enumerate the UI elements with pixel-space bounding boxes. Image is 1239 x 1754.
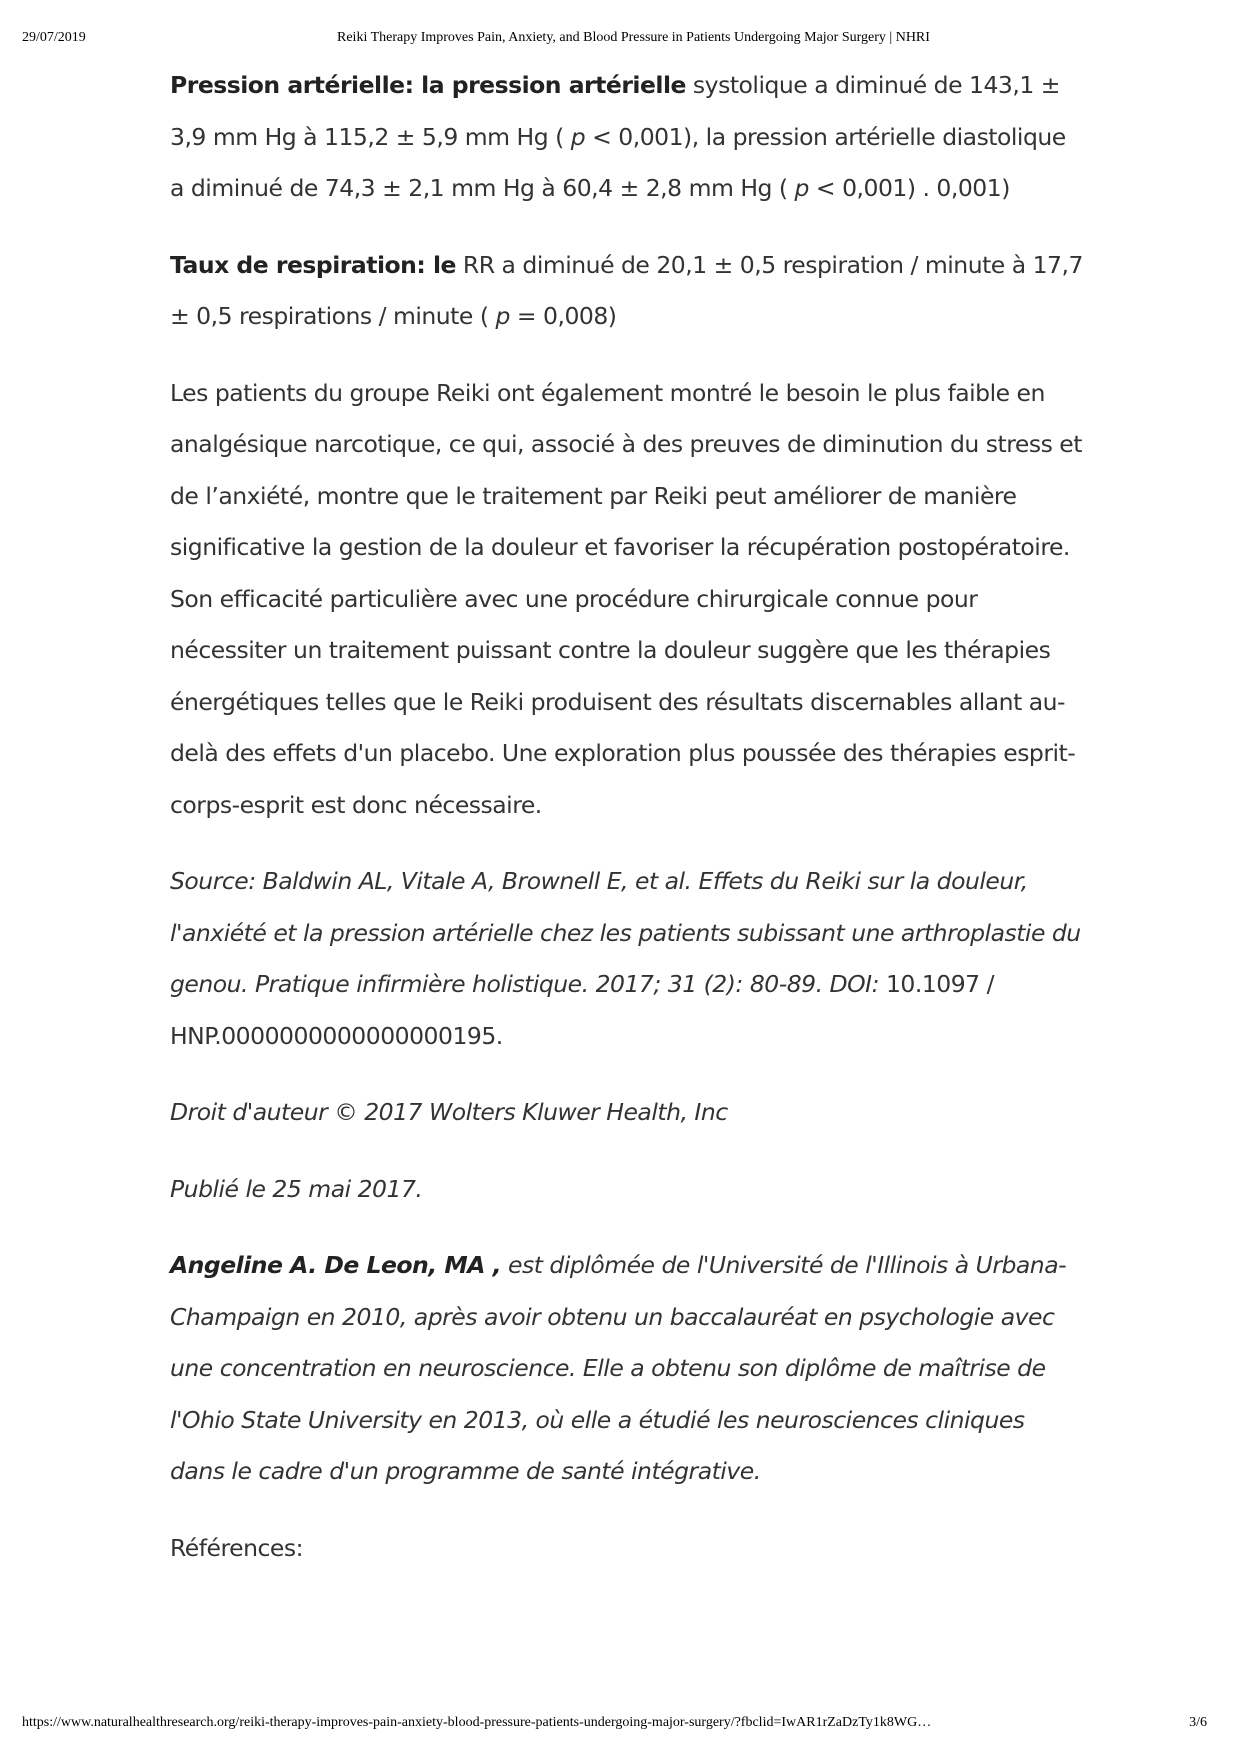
author-bio: est diplômée de l'Université de l'Illinois à Urbana-Champaign en 2010, après avoir obtenu un baccalauréat en psychologie avec une concentration en neuroscience. Elle a obtenu son diplôme de maîtrise de l'Ohio State University en 2013, où elle a étudié les neurosciences cliniques dans le cadre d'un programme de santé intégrative. (170, 1251, 1067, 1485)
print-header (0, 30, 1239, 50)
blood-pressure-paragraph (170, 60, 1085, 215)
p-value-symbol: p (495, 302, 510, 330)
published-text: Publié le 25 mai 2017. (170, 1174, 423, 1203)
page-number: 3/6 (1189, 1715, 1207, 1730)
author-name: Angeline A. De Leon, MA , (170, 1251, 502, 1279)
blood-pressure-text-3: < 0,001) . 0,001) (808, 174, 1010, 202)
blood-pressure-text-1: systolique a diminué de 143,1 ± 3,9 mm Hg à 115,2 ± 5,9 mm Hg ( (170, 71, 1060, 151)
author-bio-paragraph (170, 1240, 1085, 1498)
source-citation-italic: Source: Baldwin AL, Vitale A, Brownell E, et al. Effets du Reiki sur la douleur, l'anxiété et la pression artérielle chez les patients subissant une arthroplastie du genou. Pratique infirmière holistique. 2017; 31 (2): 80-89. DOI: (170, 867, 1081, 998)
respiration-paragraph (170, 240, 1085, 343)
print-footer (0, 1715, 1239, 1735)
print-date: 29/07/2019 (22, 30, 86, 45)
print-url: https://www.naturalhealthresearch.org/reiki-therapy-improves-pain-anxiety-blood-pressure-patients-undergoing-major-surgery/?fbclid=IwAR1rZaDzTy1k8WG… (22, 1715, 932, 1730)
p-value-symbol: p (794, 174, 809, 202)
blood-pressure-text-2: < 0,001), la pression artérielle diastolique a diminué de 74,3 ± 2,1 mm Hg à 60,4 ± 2,8 mm Hg ( (170, 122, 1066, 202)
print-page-title: Reiki Therapy Improves Pain, Anxiety, and Blood Pressure in Patients Undergoing Major Surgery | NHRI (337, 30, 930, 45)
respiration-text-1: RR a diminué de 20,1 ± 0,5 respiration / minute à 17,7 ± 0,5 respirations / minute ( (170, 250, 1083, 330)
source-citation (170, 856, 1085, 1062)
respiration-label: Taux de respiration: le (170, 250, 456, 279)
article-body (170, 60, 1085, 1599)
copyright-text: Droit d'auteur © 2017 Wolters Kluwer Health, Inc (170, 1098, 728, 1126)
copyright-line (170, 1087, 1085, 1139)
p-value-symbol: p (570, 122, 586, 151)
source-doi: 10.1097 / HNP.0000000000000000195. (170, 970, 995, 1050)
respiration-text-2: = 0,008) (509, 302, 617, 330)
conclusion-paragraph: Les patients du groupe Reiki ont également montré le besoin le plus faible en analgésique narcotique, ce qui, associé à des preuves de diminution du stress et de l’anxiété, montre que le traitement par Reiki peut améliorer de manière significative la gestion de la douleur et favoriser la récupération postopératoire. Son efficacité particulière avec une procédure chirurgicale connue pour nécessiter un traitement puissant contre la douleur suggère que les thérapies énergétiques telles que le Reiki produisent des résultats discernables allant au-delà des effets d'un placebo. Une exploration plus poussée des thérapies esprit-corps-esprit est donc nécessaire. (170, 378, 1082, 819)
published-date (170, 1164, 1085, 1216)
references-heading: Références: (170, 1533, 303, 1562)
blood-pressure-label: Pression artérielle: la pression artérielle (170, 71, 686, 99)
